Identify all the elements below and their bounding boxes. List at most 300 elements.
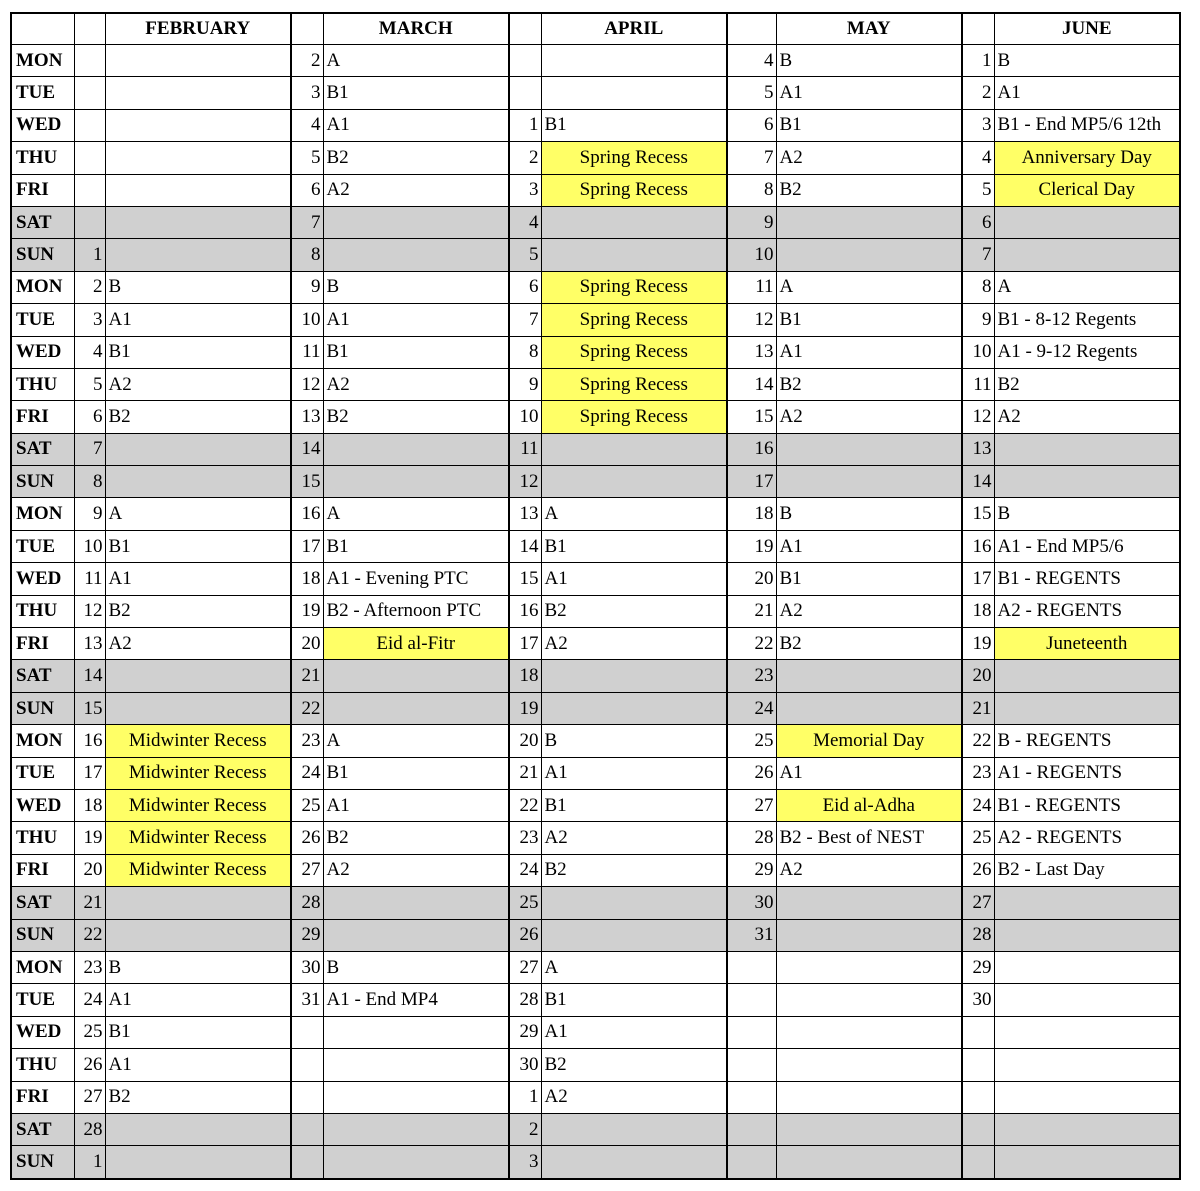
schedule-cell [776, 951, 962, 983]
date-number-cell [291, 1081, 323, 1113]
date-number-cell: 18 [509, 660, 541, 692]
day-name-cell: FRI [11, 401, 74, 433]
date-number-cell: 4 [727, 45, 776, 77]
schedule-cell [105, 466, 291, 498]
schedule-cell: A2 [541, 822, 727, 854]
holiday-cell: Anniversary Day [994, 142, 1180, 174]
date-number-cell: 21 [727, 595, 776, 627]
holiday-cell: Spring Recess [541, 142, 727, 174]
date-number-cell: 4 [962, 142, 994, 174]
schedule-cell: A1 [323, 304, 509, 336]
schedule-cell [105, 1146, 291, 1179]
schedule-cell: B [323, 951, 509, 983]
schedule-cell: A2 [105, 628, 291, 660]
schedule-cell [541, 660, 727, 692]
holiday-cell: Eid al-Adha [776, 789, 962, 821]
month-num-header [509, 13, 541, 45]
calendar-row [11, 109, 1180, 141]
date-number-cell: 14 [291, 433, 323, 465]
schedule-cell: A2 [776, 142, 962, 174]
date-number-cell [291, 1016, 323, 1048]
schedule-cell [105, 1113, 291, 1145]
date-number-cell: 16 [962, 530, 994, 562]
schedule-cell: B1 [323, 336, 509, 368]
calendar-row [11, 498, 1180, 530]
calendar-row [11, 1081, 1180, 1113]
holiday-cell: Midwinter Recess [105, 725, 291, 757]
date-number-cell: 28 [962, 919, 994, 951]
month-header-row [11, 13, 1180, 45]
day-name-cell: SUN [11, 692, 74, 724]
calendar-row [11, 142, 1180, 174]
schedule-cell: A [323, 498, 509, 530]
schedule-cell: B1 [776, 304, 962, 336]
holiday-cell: Memorial Day [776, 725, 962, 757]
date-number-cell: 12 [962, 401, 994, 433]
date-number-cell [727, 951, 776, 983]
date-number-cell: 17 [727, 466, 776, 498]
date-number-cell: 15 [727, 401, 776, 433]
schedule-cell: B2 [105, 1081, 291, 1113]
calendar-row [11, 1146, 1180, 1179]
schedule-cell: A1 [776, 336, 962, 368]
date-number-cell [727, 1049, 776, 1081]
date-number-cell: 28 [74, 1113, 105, 1145]
schedule-cell: B [994, 45, 1180, 77]
date-number-cell: 11 [74, 563, 105, 595]
date-number-cell: 11 [962, 368, 994, 400]
day-name-cell: TUE [11, 530, 74, 562]
schedule-cell [105, 77, 291, 109]
date-number-cell: 25 [727, 725, 776, 757]
day-name-cell: TUE [11, 77, 74, 109]
date-number-cell: 18 [291, 563, 323, 595]
schedule-cell [105, 206, 291, 238]
date-number-cell: 11 [509, 433, 541, 465]
holiday-cell: Spring Recess [541, 304, 727, 336]
date-number-cell: 8 [962, 271, 994, 303]
date-number-cell: 24 [962, 789, 994, 821]
date-number-cell: 6 [74, 401, 105, 433]
schedule-cell: A1 [541, 563, 727, 595]
month-num-header [962, 13, 994, 45]
schedule-cell [105, 887, 291, 919]
schedule-cell [323, 1081, 509, 1113]
schedule-cell [541, 1113, 727, 1145]
date-number-cell [962, 1081, 994, 1113]
calendar-row [11, 725, 1180, 757]
month-header: MAY [776, 13, 962, 45]
schedule-cell [105, 433, 291, 465]
date-number-cell: 9 [727, 206, 776, 238]
day-name-cell: WED [11, 336, 74, 368]
date-number-cell: 10 [74, 530, 105, 562]
date-number-cell [962, 1113, 994, 1145]
calendar-body [11, 45, 1180, 1179]
day-name-cell: FRI [11, 854, 74, 886]
holiday-cell: Midwinter Recess [105, 854, 291, 886]
schedule-cell [776, 1081, 962, 1113]
schedule-cell: A1 [776, 77, 962, 109]
day-name-cell: WED [11, 563, 74, 595]
calendar-row [11, 951, 1180, 983]
schedule-cell: A2 [323, 368, 509, 400]
calendar-row [11, 206, 1180, 238]
month-num-header [74, 13, 105, 45]
schedule-cell: A1 - Evening PTC [323, 563, 509, 595]
schedule-cell: B1 [541, 530, 727, 562]
schedule-cell [776, 1049, 962, 1081]
date-number-cell: 3 [74, 304, 105, 336]
calendar-row [11, 433, 1180, 465]
date-number-cell: 21 [962, 692, 994, 724]
schedule-cell: A [105, 498, 291, 530]
schedule-cell [776, 1146, 962, 1179]
schedule-cell: A1 [541, 1016, 727, 1048]
schedule-cell: A [323, 45, 509, 77]
date-number-cell: 19 [509, 692, 541, 724]
schedule-cell [105, 142, 291, 174]
schedule-cell [105, 692, 291, 724]
day-name-cell: THU [11, 1049, 74, 1081]
date-number-cell [74, 109, 105, 141]
schedule-cell [994, 1016, 1180, 1048]
calendar-row [11, 757, 1180, 789]
schedule-cell [776, 887, 962, 919]
date-number-cell: 4 [509, 206, 541, 238]
date-number-cell [74, 142, 105, 174]
date-number-cell: 25 [962, 822, 994, 854]
schedule-cell: A1 [323, 789, 509, 821]
schedule-cell: B [994, 498, 1180, 530]
date-number-cell: 28 [509, 984, 541, 1016]
schedule-cell: B [776, 45, 962, 77]
date-number-cell [727, 1081, 776, 1113]
date-number-cell: 2 [74, 271, 105, 303]
date-number-cell: 15 [509, 563, 541, 595]
schedule-cell [776, 660, 962, 692]
date-number-cell: 20 [291, 628, 323, 660]
holiday-cell: Clerical Day [994, 174, 1180, 206]
schedule-cell: B1 [105, 530, 291, 562]
day-name-cell: WED [11, 789, 74, 821]
date-number-cell: 29 [727, 854, 776, 886]
date-number-cell: 30 [291, 951, 323, 983]
schedule-cell: B1 [776, 563, 962, 595]
month-num-header [727, 13, 776, 45]
schedule-cell [323, 692, 509, 724]
calendar-row [11, 304, 1180, 336]
schedule-cell [994, 984, 1180, 1016]
date-number-cell: 16 [74, 725, 105, 757]
schedule-cell: B1 - End MP5/6 12th [994, 109, 1180, 141]
date-number-cell: 3 [962, 109, 994, 141]
calendar-row [11, 660, 1180, 692]
date-number-cell [509, 45, 541, 77]
date-number-cell: 21 [291, 660, 323, 692]
schedule-cell [323, 433, 509, 465]
schedule-cell [323, 1113, 509, 1145]
schedule-cell [994, 919, 1180, 951]
date-number-cell: 9 [962, 304, 994, 336]
calendar-row [11, 1016, 1180, 1048]
date-number-cell: 26 [509, 919, 541, 951]
schedule-cell [323, 206, 509, 238]
schedule-cell: B1 [323, 530, 509, 562]
date-number-cell: 1 [74, 1146, 105, 1179]
schedule-cell [994, 206, 1180, 238]
calendar-row [11, 530, 1180, 562]
schedule-cell [994, 466, 1180, 498]
date-number-cell: 7 [291, 206, 323, 238]
day-name-cell: SUN [11, 239, 74, 271]
date-number-cell: 21 [509, 757, 541, 789]
schedule-cell [541, 466, 727, 498]
schedule-cell: A2 [541, 628, 727, 660]
schedule-cell: A1 - REGENTS [994, 757, 1180, 789]
calendar-row [11, 789, 1180, 821]
schedule-cell [323, 466, 509, 498]
calendar-row [11, 984, 1180, 1016]
schedule-cell: B2 [776, 368, 962, 400]
date-number-cell: 30 [727, 887, 776, 919]
day-name-cell: SAT [11, 1113, 74, 1145]
date-number-cell: 5 [727, 77, 776, 109]
date-number-cell: 9 [509, 368, 541, 400]
schedule-cell [776, 919, 962, 951]
day-name-cell: MON [11, 725, 74, 757]
date-number-cell [291, 1113, 323, 1145]
calendar-row [11, 77, 1180, 109]
date-number-cell: 12 [291, 368, 323, 400]
date-number-cell: 22 [509, 789, 541, 821]
day-name-cell: SAT [11, 887, 74, 919]
date-number-cell: 24 [509, 854, 541, 886]
date-number-cell: 17 [291, 530, 323, 562]
day-name-cell: TUE [11, 984, 74, 1016]
date-number-cell: 1 [509, 109, 541, 141]
date-number-cell: 27 [727, 789, 776, 821]
schedule-cell: B2 - Last Day [994, 854, 1180, 886]
school-calendar-table [10, 12, 1181, 1180]
date-number-cell: 31 [291, 984, 323, 1016]
schedule-cell: A2 [541, 1081, 727, 1113]
schedule-cell: A2 [776, 595, 962, 627]
schedule-cell [994, 1081, 1180, 1113]
schedule-cell: B1 [323, 77, 509, 109]
schedule-cell [323, 660, 509, 692]
day-name-cell: THU [11, 368, 74, 400]
date-number-cell: 29 [962, 951, 994, 983]
date-number-cell: 15 [962, 498, 994, 530]
date-number-cell: 17 [509, 628, 541, 660]
calendar-row [11, 239, 1180, 271]
schedule-cell [541, 45, 727, 77]
date-number-cell: 27 [74, 1081, 105, 1113]
day-name-cell: SAT [11, 206, 74, 238]
date-number-cell: 10 [509, 401, 541, 433]
date-number-cell: 25 [291, 789, 323, 821]
date-number-cell: 18 [962, 595, 994, 627]
schedule-cell: A1 [776, 757, 962, 789]
date-number-cell: 7 [727, 142, 776, 174]
schedule-cell [994, 1113, 1180, 1145]
date-number-cell [727, 1146, 776, 1179]
schedule-cell: A1 [323, 109, 509, 141]
calendar-row [11, 336, 1180, 368]
date-number-cell: 14 [727, 368, 776, 400]
date-number-cell: 9 [74, 498, 105, 530]
day-name-cell: TUE [11, 304, 74, 336]
date-number-cell: 13 [962, 433, 994, 465]
date-number-cell: 5 [291, 142, 323, 174]
calendar-row [11, 628, 1180, 660]
date-number-cell: 24 [74, 984, 105, 1016]
date-number-cell: 22 [962, 725, 994, 757]
holiday-cell: Eid al-Fitr [323, 628, 509, 660]
schedule-cell: A2 [994, 401, 1180, 433]
schedule-cell [994, 692, 1180, 724]
schedule-cell: A1 [541, 757, 727, 789]
day-name-cell: WED [11, 109, 74, 141]
date-number-cell: 3 [291, 77, 323, 109]
date-number-cell: 6 [727, 109, 776, 141]
holiday-cell: Midwinter Recess [105, 757, 291, 789]
date-number-cell: 21 [74, 887, 105, 919]
schedule-cell [776, 984, 962, 1016]
schedule-cell [994, 1049, 1180, 1081]
schedule-cell: A [994, 271, 1180, 303]
calendar-row [11, 887, 1180, 919]
schedule-cell [776, 433, 962, 465]
date-number-cell: 19 [962, 628, 994, 660]
calendar-row [11, 45, 1180, 77]
schedule-cell: B2 [994, 368, 1180, 400]
holiday-cell: Spring Recess [541, 401, 727, 433]
month-header: MARCH [323, 13, 509, 45]
date-number-cell [74, 45, 105, 77]
date-number-cell [509, 77, 541, 109]
day-name-cell: THU [11, 142, 74, 174]
date-number-cell: 26 [291, 822, 323, 854]
schedule-cell: B2 [323, 822, 509, 854]
schedule-cell: A1 - End MP5/6 [994, 530, 1180, 562]
schedule-cell: B1 [323, 757, 509, 789]
day-name-cell: FRI [11, 628, 74, 660]
schedule-cell: B1 - 8-12 Regents [994, 304, 1180, 336]
holiday-cell: Spring Recess [541, 368, 727, 400]
date-number-cell: 27 [962, 887, 994, 919]
holiday-cell: Midwinter Recess [105, 822, 291, 854]
date-number-cell: 11 [291, 336, 323, 368]
date-number-cell: 19 [727, 530, 776, 562]
schedule-cell: B [105, 951, 291, 983]
date-number-cell [962, 1146, 994, 1179]
date-number-cell: 13 [509, 498, 541, 530]
day-name-cell: SUN [11, 919, 74, 951]
date-number-cell: 20 [509, 725, 541, 757]
calendar-row [11, 174, 1180, 206]
schedule-cell [105, 660, 291, 692]
date-number-cell: 17 [962, 563, 994, 595]
schedule-cell: A1 [994, 77, 1180, 109]
date-number-cell: 2 [509, 1113, 541, 1145]
schedule-cell [541, 206, 727, 238]
schedule-cell: B [105, 271, 291, 303]
date-number-cell: 14 [74, 660, 105, 692]
schedule-cell: A2 [776, 854, 962, 886]
date-number-cell: 23 [962, 757, 994, 789]
schedule-cell: B1 [105, 336, 291, 368]
schedule-cell [776, 692, 962, 724]
date-number-cell: 26 [962, 854, 994, 886]
calendar-row [11, 919, 1180, 951]
calendar-row [11, 692, 1180, 724]
schedule-cell: A1 [105, 304, 291, 336]
date-number-cell: 5 [962, 174, 994, 206]
day-name-cell: THU [11, 822, 74, 854]
day-name-cell: SAT [11, 660, 74, 692]
schedule-cell: B2 - Best of NEST [776, 822, 962, 854]
day-name-cell: SUN [11, 1146, 74, 1179]
schedule-cell: B1 - REGENTS [994, 563, 1180, 595]
schedule-cell: B2 [105, 595, 291, 627]
date-number-cell: 12 [74, 595, 105, 627]
schedule-cell: A1 - End MP4 [323, 984, 509, 1016]
schedule-cell: B1 [541, 984, 727, 1016]
schedule-cell: A1 [105, 1049, 291, 1081]
day-name-cell: MON [11, 951, 74, 983]
month-header: JUNE [994, 13, 1180, 45]
schedule-cell: A1 - 9-12 Regents [994, 336, 1180, 368]
schedule-cell: B1 [541, 109, 727, 141]
date-number-cell: 8 [74, 466, 105, 498]
date-number-cell: 18 [74, 789, 105, 821]
schedule-cell [323, 239, 509, 271]
schedule-cell: B1 [776, 109, 962, 141]
schedule-cell: B2 [541, 595, 727, 627]
date-number-cell: 26 [74, 1049, 105, 1081]
calendar-row [11, 563, 1180, 595]
date-number-cell: 4 [74, 336, 105, 368]
date-number-cell: 24 [291, 757, 323, 789]
date-number-cell: 2 [962, 77, 994, 109]
date-number-cell [291, 1049, 323, 1081]
date-number-cell: 4 [291, 109, 323, 141]
day-name-cell: MON [11, 498, 74, 530]
calendar-row [11, 595, 1180, 627]
schedule-cell: A2 - REGENTS [994, 822, 1180, 854]
date-number-cell: 7 [74, 433, 105, 465]
date-number-cell [962, 1049, 994, 1081]
date-number-cell: 8 [509, 336, 541, 368]
date-number-cell: 22 [727, 628, 776, 660]
schedule-cell: B1 [541, 789, 727, 821]
schedule-cell [994, 433, 1180, 465]
schedule-cell: B2 [323, 142, 509, 174]
date-number-cell [74, 77, 105, 109]
date-number-cell: 27 [509, 951, 541, 983]
date-number-cell: 6 [962, 206, 994, 238]
date-number-cell: 20 [962, 660, 994, 692]
schedule-cell [776, 1113, 962, 1145]
calendar-row [11, 401, 1180, 433]
schedule-cell [323, 1049, 509, 1081]
month-header: FEBRUARY [105, 13, 291, 45]
schedule-cell: A1 [776, 530, 962, 562]
date-number-cell: 28 [727, 822, 776, 854]
date-number-cell: 16 [509, 595, 541, 627]
